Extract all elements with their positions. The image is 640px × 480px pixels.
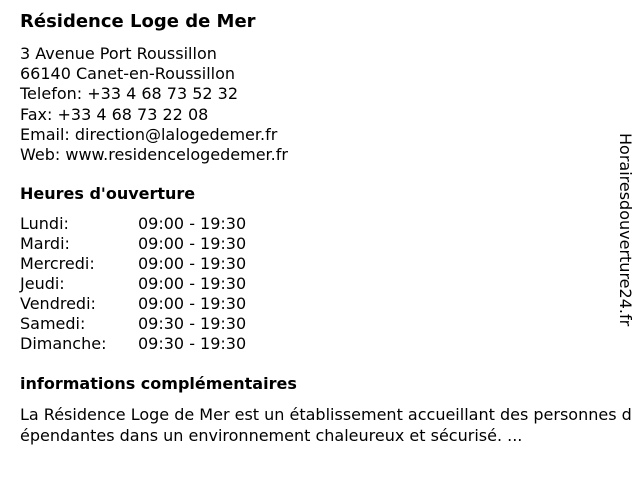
website-link[interactable]: Web: www.residencelogedemer.fr <box>20 145 288 165</box>
contact-block <box>20 44 288 165</box>
watermark <box>614 133 636 343</box>
address-street: 3 Avenue Port Roussillon <box>20 44 217 63</box>
day-label: Mercredi: <box>20 254 95 273</box>
time-range: 09:00 - 19:30 <box>138 214 247 233</box>
day-label: Lundi: <box>20 214 69 233</box>
fax-number: Fax: +33 4 68 73 22 08 <box>20 104 209 124</box>
email-address[interactable]: Email: direction@lalogedemer.fr <box>20 124 278 144</box>
phone-number[interactable]: Telefon: +33 4 68 73 52 32 <box>20 84 239 104</box>
day-label: Vendredi: <box>20 294 96 313</box>
day-label: Samedi: <box>20 314 86 333</box>
business-name: Résidence Loge de Mer <box>20 11 256 32</box>
description-text: La Résidence Loge de Mer est un établissement accueillant des personnes dépendantes dans un environnement chaleureux et sécurisé. ... <box>20 405 632 445</box>
info-heading: informations complémentaires <box>20 374 297 393</box>
watermark-text: Horairesdouverture24.fr <box>616 133 635 327</box>
day-label: Dimanche: <box>20 334 107 353</box>
hours-heading: Heures d'ouverture <box>20 184 196 203</box>
address-city: 66140 Canet-en-Roussillon <box>20 64 236 84</box>
time-range: 09:00 - 19:30 <box>138 294 247 313</box>
time-range: 09:00 - 19:30 <box>138 274 247 293</box>
time-range: 09:30 - 19:30 <box>138 334 247 353</box>
time-range: 09:00 - 19:30 <box>138 254 247 273</box>
time-range: 09:00 - 19:30 <box>138 234 247 253</box>
day-label: Jeudi: <box>20 274 65 293</box>
day-label: Mardi: <box>20 234 70 253</box>
time-range: 09:30 - 19:30 <box>138 314 247 333</box>
